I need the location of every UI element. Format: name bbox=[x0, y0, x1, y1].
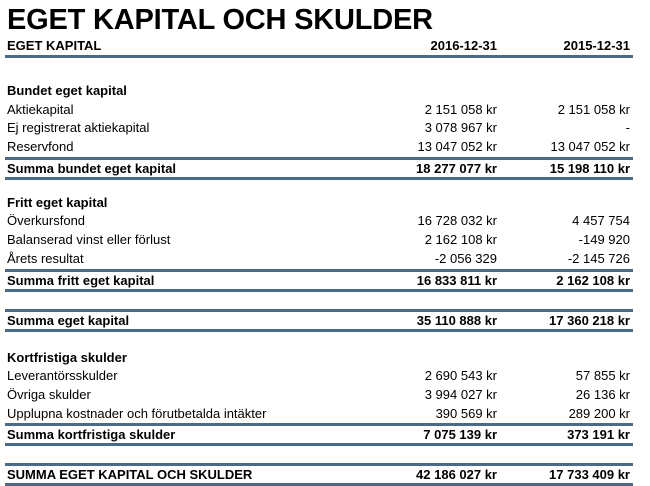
table-row bbox=[5, 367, 633, 386]
table-row bbox=[5, 386, 633, 405]
row-label: Årets resultat bbox=[7, 250, 84, 266]
section-heading-kortfristiga bbox=[5, 349, 633, 368]
header-col-2015: 2015-12-31 bbox=[563, 38, 630, 53]
section-heading-bundet bbox=[5, 82, 633, 101]
grand-total-row bbox=[5, 463, 633, 486]
spacer bbox=[5, 58, 633, 82]
sum-row-bundet bbox=[5, 157, 633, 180]
row-value-2016: 3 994 027 kr bbox=[424, 386, 497, 402]
spacer bbox=[5, 292, 633, 309]
table-header-row bbox=[5, 37, 633, 58]
section-heading-label: Bundet eget kapital bbox=[7, 83, 127, 98]
sum-row-fritt bbox=[5, 269, 633, 292]
sum-row-eget-kapital bbox=[5, 309, 633, 332]
row-label: Balanserad vinst eller förlust bbox=[7, 232, 171, 248]
row-value-2016: 3 078 967 kr bbox=[424, 120, 497, 136]
table-row bbox=[5, 405, 633, 424]
table-row bbox=[5, 212, 633, 231]
spacer bbox=[5, 180, 633, 194]
grand-total-label: SUMMA EGET KAPITAL OCH SKULDER bbox=[7, 467, 253, 483]
sum-value-2015: 15 198 110 kr bbox=[549, 160, 630, 176]
row-value-2015: - bbox=[625, 120, 630, 136]
table-row bbox=[5, 231, 633, 250]
row-value-2015: 26 136 kr bbox=[575, 386, 630, 402]
sum-label: Summa fritt eget kapital bbox=[7, 272, 155, 288]
row-value-2016: -2 056 329 bbox=[434, 250, 497, 266]
row-value-2016: 390 569 kr bbox=[435, 405, 497, 421]
sum-value-2015: 373 191 kr bbox=[567, 427, 630, 443]
row-label: Övriga skulder bbox=[7, 386, 91, 402]
row-value-2016: 2 162 108 kr bbox=[424, 232, 497, 248]
sum-label: Summa kortfristiga skulder bbox=[7, 427, 176, 443]
row-value-2016: 2 690 543 kr bbox=[424, 368, 497, 384]
sum-value-2015: 17 360 218 kr bbox=[549, 312, 630, 328]
row-label: Aktiekapital bbox=[7, 101, 74, 117]
row-value-2015: -149 920 bbox=[578, 232, 630, 248]
table-row bbox=[5, 250, 633, 269]
row-value-2015: 4 457 754 bbox=[572, 213, 630, 229]
row-label: Upplupna kostnader och förutbetalda intäkter bbox=[7, 405, 267, 421]
section-heading-label: Fritt eget kapital bbox=[7, 194, 108, 210]
sum-value-2016: 35 110 888 kr bbox=[416, 312, 497, 328]
balance-sheet-table bbox=[5, 37, 633, 486]
sum-value-2016: 16 833 811 kr bbox=[416, 272, 497, 288]
row-value-2015: 13 047 052 kr bbox=[550, 139, 630, 155]
sum-label: Summa bundet eget kapital bbox=[7, 160, 177, 176]
row-label: Reservfond bbox=[7, 139, 74, 155]
sum-value-2016: 7 075 139 kr bbox=[423, 427, 497, 443]
row-value-2016: 16 728 032 kr bbox=[417, 213, 497, 229]
section-heading-fritt bbox=[5, 194, 633, 213]
spacer bbox=[5, 332, 633, 349]
grand-total-2015: 17 733 409 kr bbox=[549, 467, 630, 483]
table-row bbox=[5, 119, 633, 138]
sum-value-2016: 18 277 077 kr bbox=[416, 160, 497, 176]
spacer bbox=[5, 446, 633, 463]
table-row bbox=[5, 138, 633, 157]
sum-row-kortfristiga bbox=[5, 423, 633, 446]
row-label: Leverantörsskulder bbox=[7, 368, 118, 384]
header-col-2016: 2016-12-31 bbox=[430, 38, 497, 53]
row-label: Ej registrerat aktiekapital bbox=[7, 120, 150, 136]
section-heading-label: Kortfristiga skulder bbox=[7, 349, 127, 365]
page-title: EGET KAPITAL OCH SKULDER bbox=[7, 4, 433, 36]
row-value-2016: 13 047 052 kr bbox=[417, 139, 497, 155]
row-label: Överkursfond bbox=[7, 213, 86, 229]
row-value-2016: 2 151 058 kr bbox=[424, 101, 497, 117]
grand-total-2016: 42 186 027 kr bbox=[416, 467, 497, 483]
sum-label: Summa eget kapital bbox=[7, 312, 130, 328]
row-value-2015: 289 200 kr bbox=[568, 405, 630, 421]
table-row bbox=[5, 101, 633, 120]
row-value-2015: 57 855 kr bbox=[575, 368, 630, 384]
row-value-2015: 2 151 058 kr bbox=[557, 101, 630, 117]
sum-value-2015: 2 162 108 kr bbox=[556, 272, 630, 288]
row-value-2015: -2 145 726 bbox=[567, 250, 630, 266]
header-label: EGET KAPITAL bbox=[7, 38, 102, 53]
